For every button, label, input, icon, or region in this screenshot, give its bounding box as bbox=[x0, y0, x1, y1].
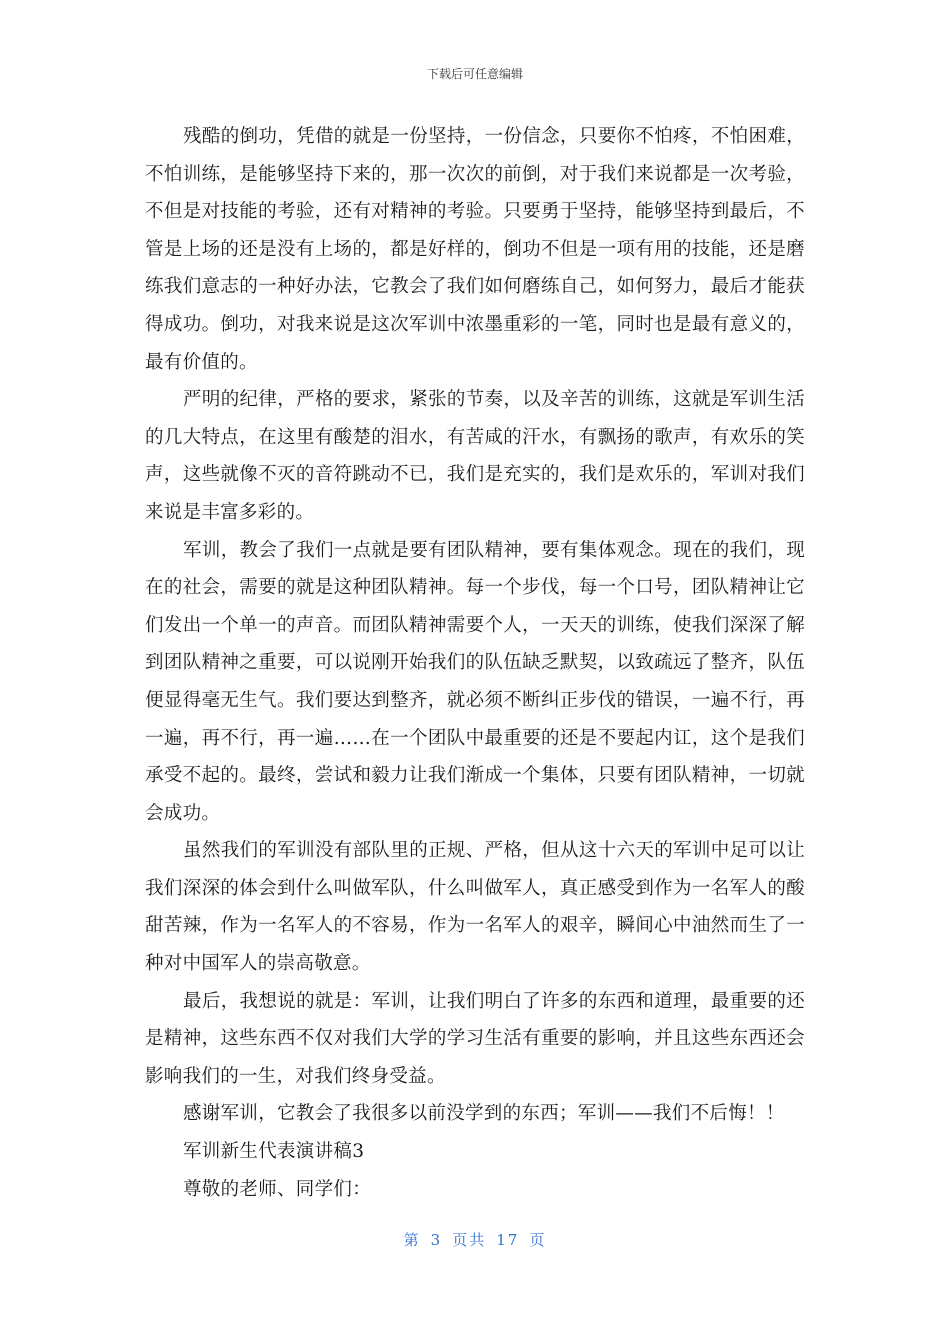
paragraph-4: 虽然我们的军训没有部队里的正规、严格，但从这十六天的军训中足可以让我们深深的体会到什么叫做军队，什么叫做军人，真正感受到作为一名军人的酸甜苦辣，作为一名军人的不容易，作为一名军人的艰辛，瞬间心中油然而生了一种对中国军人的崇高敬意。 bbox=[145, 840, 805, 975]
current-page-number: 3 bbox=[430, 1231, 443, 1249]
page-footer bbox=[0, 1230, 950, 1250]
paragraph-6: 感谢军训，它教会了我很多以前没学到的东西；军训——我们不后悔！！ bbox=[183, 1103, 785, 1125]
footer-word-page-total: 页共 bbox=[452, 1231, 487, 1249]
paragraph-1: 残酷的倒功，凭借的就是一份坚持，一份信念，只要你不怕疼，不怕困难，不怕训练，是能够坚持下来的，那一次次的前倒，对于我们来说都是一次考验，不但是对技能的考验，还有对精神的考验。只要勇于坚持，能够坚持到最后，不管是上场的还是没有上场的，都是好样的，倒功不但是一项有用的技能，还是磨练我们意志的一种好办法，它教会了我们如何磨练自己，如何努力，最后才能获得成功。倒功，对我来说是这次军训中浓墨重彩的一笔，同时也是最有意义的，最有价值的。 bbox=[145, 126, 805, 373]
paragraph-2: 严明的纪律，严格的要求，紧张的节奏，以及辛苦的训练，这就是军训生活的几大特点，在这里有酸楚的泪水，有苦咸的汗水，有飘扬的歌声，有欢乐的笑声，这些就像不灭的音符跳动不已，我们是充实的，我们是欢乐的，军训对我们来说是丰富多彩的。 bbox=[145, 389, 805, 523]
section-title: 军训新生代表演讲稿3 bbox=[183, 1141, 365, 1163]
total-pages-number: 17 bbox=[496, 1231, 520, 1249]
salutation: 尊敬的老师、同学们： bbox=[183, 1178, 372, 1200]
document-body bbox=[145, 118, 805, 1208]
paragraph-5: 最后，我想说的就是：军训，让我们明白了许多的东西和道理，最重要的还是精神，这些东西不仅对我们大学的学习生活有重要的影响，并且这些东西还会影响我们的一生，对我们终身受益。 bbox=[145, 990, 805, 1087]
footer-word-page: 第 bbox=[403, 1231, 421, 1249]
paragraph-3: 军训，教会了我们一点就是要有团队精神，要有集体观念。现在的我们，现在的社会，需要的就是这种团队精神。每一个步伐，每一个口号，团队精神让它们发出一个单一的声音。而团队精神需要个人，一天天的训练，使我们深深了解到团队精神之重要，可以说刚开始我们的队伍缺乏默契，以致疏远了整齐，队伍便显得毫无生气。我们要达到整齐，就必须不断纠正步伐的错误，一遍不行，再一遍，再不行，再一遍……在一个团队中最重要的还是不要起内讧，这个是我们承受不起的。最终，尝试和毅力让我们渐成一个集体，只要有团队精神，一切就会成功。 bbox=[145, 539, 805, 824]
footer-word-page-end: 页 bbox=[529, 1231, 547, 1249]
page-header-note: 下载后可任意编辑 bbox=[426, 67, 523, 81]
